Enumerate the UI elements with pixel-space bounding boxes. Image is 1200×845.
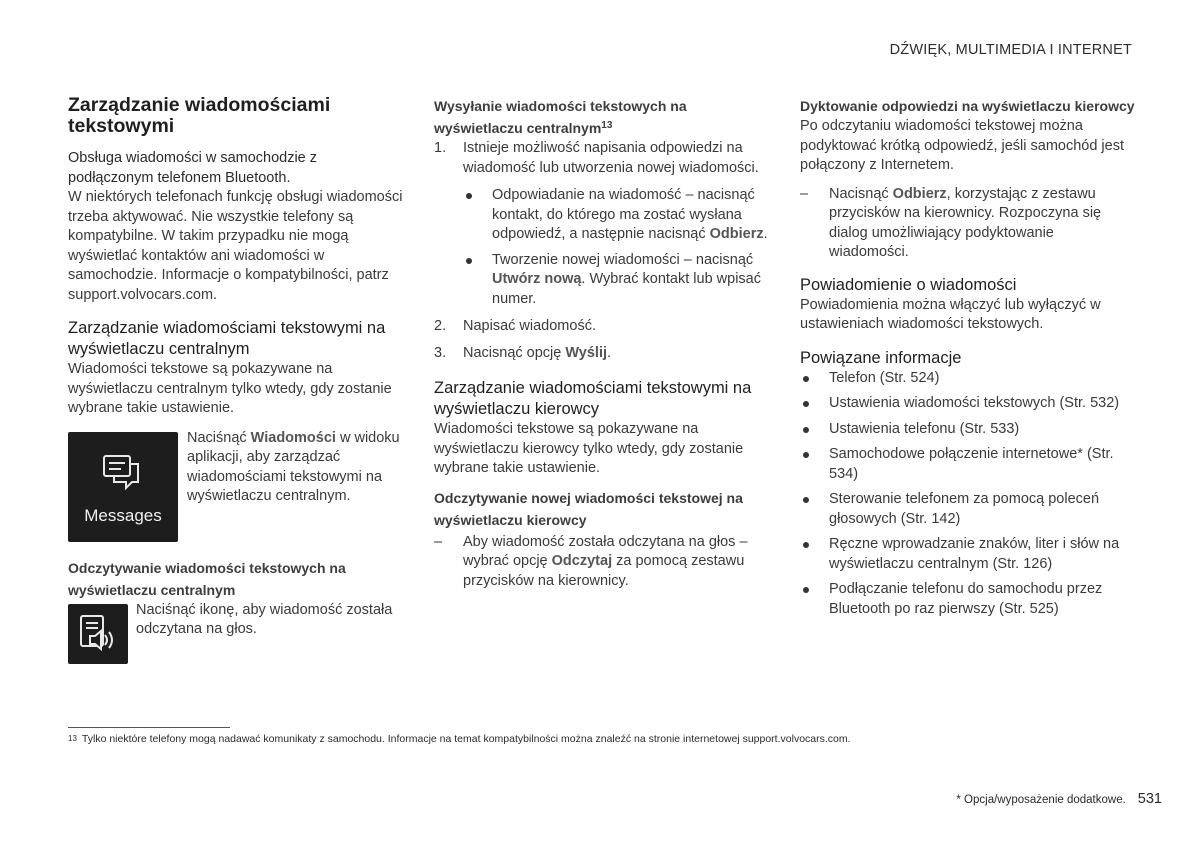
- dictate-step: – Nacisnąć Odbierz, korzystając z zestawu przycisków na kierownicy. Rozpoczyna się dialog umożliwiający podyktowanie wiadomości.: [800, 185, 1102, 260]
- driver-display-heading: Zarządzanie wiadomościami tekstowymi na wyświetlaczu kierowcy: [434, 379, 752, 418]
- dictate-heading: Dyktowanie odpowiedzi na wyświetlaczu kierowcy: [800, 98, 1135, 114]
- dictate-steps: [800, 185, 1135, 263]
- send-heading: Wysyłanie wiadomości tekstowych na wyświetlaczu centralnym$^{13}$: [434, 98, 687, 136]
- send-steps: [434, 139, 770, 363]
- column-1: [68, 95, 403, 664]
- central-display-text: Wiadomości tekstowe są pokazywane na wyświetlaczu centralnym tylko wtedy, gdy zostanie wybrane takie ustawienie.: [68, 361, 392, 416]
- read-new-step: – Aby wiadomość została odczytana na głos – wybrać opcję Odczytaj za pomocą zestawu przycisków na kierownicy.: [434, 533, 748, 589]
- messages-icon: [102, 454, 142, 492]
- related-info-heading: Powiązane informacje: [800, 348, 962, 367]
- driver-display-text: Wiadomości tekstowe są pokazywane na wyświetlaczu kierowcy tylko wtedy, gdy zostanie wybrane takie ustawienie.: [434, 421, 744, 476]
- footnote-ref: 13: [601, 120, 613, 131]
- column-3: [800, 95, 1135, 619]
- related-link[interactable]: Samochodowe połączenie internetowe* (Str. 534): [800, 445, 1135, 484]
- running-header: DŹWIĘK, MULTIMEDIA I INTERNET: [889, 42, 1132, 58]
- footnote-divider: [68, 727, 230, 728]
- step-1-options: [463, 186, 770, 309]
- intro-paragraph: W niektórych telefonach funkcję obsługi wiadomości trzeba aktywować. Nie wszystkie telefony są kompatybilne. W takim przypadku nie mogą wyświetlać kontaktów ani wiadomości w samochodzie. Informacje o kompatybilności, patrz support.volvocars.com.: [68, 189, 403, 303]
- column-2: [434, 95, 770, 591]
- page-title: Zarządzanie wiadomościami tekstowymi: [68, 94, 331, 137]
- central-display-heading: Zarządzanie wiadomościami tekstowymi na wyświetlaczu centralnym: [68, 319, 386, 358]
- related-link[interactable]: Ustawienia wiadomości tekstowych (Str. 532): [800, 394, 1135, 414]
- step-1: 1. Istnieje możliwość napisania odpowiedzi na wiadomość lub utworzenia nowej wiadomości. Odpowiadanie na wiadomość – nacisnąć kontakt, do którego ma zostać wysłana odpowiedź, a następnie nacisnąć Odbierz. Tworzenie nowej wiadomości – nacisnąć Utwórz nową. Wybrać kontakt lub wpisać numer.: [434, 139, 770, 309]
- reply-option: Odpowiadanie na wiadomość – nacisnąć kontakt, do którego ma zostać wysłana odpowiedź, a następnie nacisnąć Odbierz.: [463, 186, 770, 245]
- messages-tile-label: Messages: [84, 505, 162, 525]
- page-footer: [956, 791, 1162, 808]
- read-aloud-text: Naciśnąć ikonę, aby wiadomość została odczytana na głos.: [136, 601, 393, 637]
- read-aloud-instruction: [68, 601, 403, 664]
- read-central-heading: Odczytywanie wiadomości tekstowych na wyświetlaczu centralnym: [68, 559, 346, 598]
- step-3: 3. Nacisnąć opcję Wyślij.: [434, 344, 612, 361]
- messages-instruction-text: Naciśnąć Wiadomości w widoku aplikacji, aby zarządzać wiadomościami tekstowymi na wyświetlaczu centralnym.: [187, 429, 400, 504]
- page-number: 531: [1137, 791, 1162, 807]
- footnote-mark: 13: [68, 734, 77, 743]
- dictate-text: Po odczytaniu wiadomości tekstowej można podyktować krótką odpowiedź, jeśli samochód jest połączony z Internetem.: [800, 118, 1124, 173]
- related-link[interactable]: Ręczne wprowadzanie znaków, liter i słów na wyświetlaczu centralnym (Str. 126): [800, 535, 1135, 574]
- read-new-steps: [434, 533, 770, 592]
- lead-paragraph: Obsługa wiadomości w samochodzie z podłączonym telefonem Bluetooth.: [68, 150, 318, 186]
- footnote: [68, 732, 851, 746]
- related-info-list: [800, 369, 1135, 620]
- new-message-option: Tworzenie nowej wiadomości – nacisnąć Utwórz nową. Wybrać kontakt lub wpisać numer.: [463, 251, 770, 310]
- related-link[interactable]: Ustawienia telefonu (Str. 533): [800, 420, 1135, 440]
- read-new-heading: Odczytywanie nowej wiadomości tekstowej na wyświetlaczu kierowcy: [434, 489, 743, 528]
- related-link[interactable]: Podłączanie telefonu do samochodu przez Bluetooth po raz pierwszy (Str. 525): [800, 580, 1135, 619]
- read-aloud-button[interactable]: [68, 604, 128, 664]
- notification-text: Powiadomienia można włączyć lub wyłączyć w ustawieniach wiadomości tekstowych.: [800, 296, 1101, 332]
- messages-app-tile[interactable]: [68, 432, 178, 542]
- notification-heading: Powiadomienie o wiadomości: [800, 275, 1017, 294]
- related-link[interactable]: Telefon (Str. 524): [800, 369, 1135, 389]
- messages-instruction: [68, 429, 403, 542]
- step-2: 2. Napisać wiadomość.: [434, 318, 596, 334]
- related-link[interactable]: Sterowanie telefonem za pomocą poleceń głosowych (Str. 142): [800, 490, 1135, 529]
- footnote-text: Tylko niektóre telefony mogą nadawać komunikaty z samochodu. Informacje na temat kompatybilności można znaleźć na stronie internetowej support.volvocars.com.: [81, 733, 851, 745]
- read-aloud-icon: [78, 614, 118, 654]
- option-note: * Opcja/wyposażenie dodatkowe.: [956, 794, 1126, 806]
